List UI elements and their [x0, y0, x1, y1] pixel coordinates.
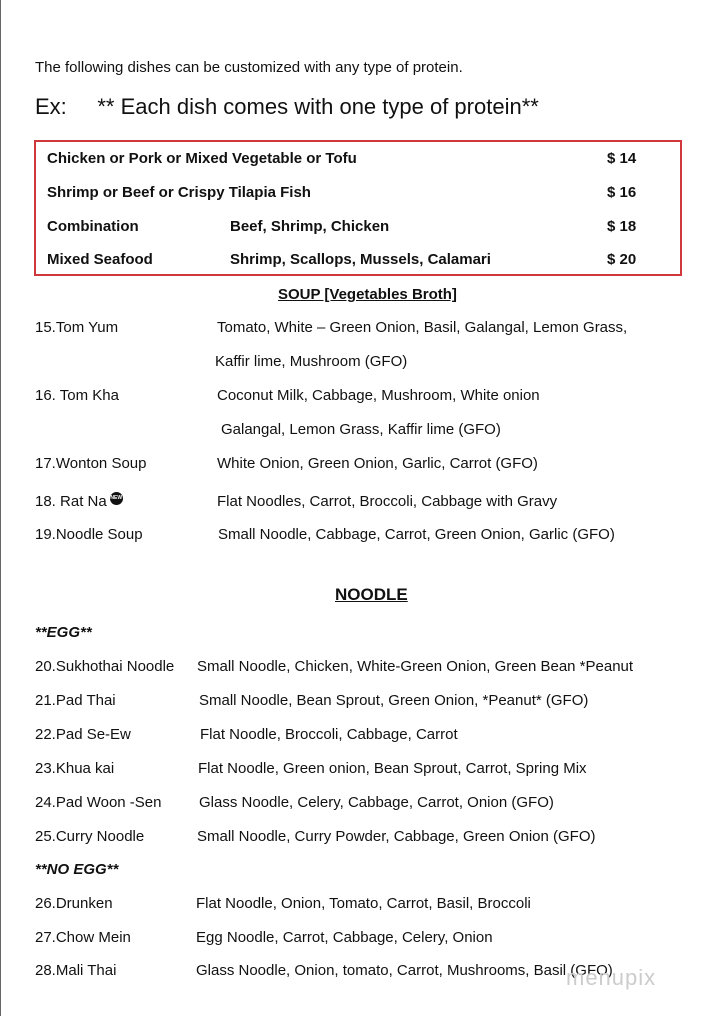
noodle-item-desc: Glass Noodle, Onion, tomato, Carrot, Mushrooms, Basil (GFO)	[196, 962, 613, 979]
pricing-detail: Shrimp, Scallops, Mussels, Calamari	[230, 251, 491, 268]
soup-item-desc: Tomato, White – Green Onion, Basil, Galangal, Lemon Grass,	[217, 319, 628, 336]
pricing-label: Shrimp or Beef or Crispy Tilapia Fish	[47, 184, 311, 201]
soup-item-desc: White Onion, Green Onion, Garlic, Carrot (GFO)	[217, 455, 538, 472]
soup-heading: SOUP [Vegetables Broth]	[278, 286, 457, 303]
noodle-item-desc: Flat Noodle, Broccoli, Cabbage, Carrot	[200, 726, 458, 743]
soup-item-name: 15.Tom Yum	[35, 319, 119, 336]
soup-item-desc: Kaffir lime, Mushroom (GFO)	[215, 353, 408, 370]
page-edge	[0, 0, 1, 1016]
noodle-item-desc: Flat Noodle, Onion, Tomato, Carrot, Basil, Broccoli	[196, 895, 531, 912]
no-egg-label: **NO EGG**	[35, 861, 119, 878]
soup-item-name: 17.Wonton Soup	[35, 455, 147, 472]
noodle-item-desc: Glass Noodle, Celery, Cabbage, Carrot, Onion (GFO)	[199, 794, 554, 811]
soup-item-desc: Galangal, Lemon Grass, Kaffir lime (GFO)	[221, 421, 501, 438]
soup-item-name: 16. Tom Kha	[35, 387, 119, 404]
noodle-item-desc: Small Noodle, Chicken, White-Green Onion, Green Bean *Peanut	[197, 658, 634, 675]
noodle-item-name: 25.Curry Noodle	[35, 828, 145, 845]
pricing-label: Combination	[47, 218, 139, 235]
soup-item-desc: Flat Noodles, Carrot, Broccoli, Cabbage with Gravy	[217, 493, 558, 510]
soup-item-name: 19.Noodle Soup	[35, 526, 143, 543]
soup-item-name	[35, 492, 123, 512]
noodle-item-name: 20.Sukhothai Noodle	[35, 658, 175, 675]
noodle-heading: NOODLE	[335, 585, 408, 604]
noodle-item-name: 24.Pad Woon -Sen	[35, 794, 162, 811]
noodle-item-name: 21.Pad Thai	[35, 692, 116, 709]
noodle-item-desc: Small Noodle, Curry Powder, Cabbage, Green Onion (GFO)	[197, 828, 596, 845]
watermark-logo: menupix	[566, 965, 657, 990]
example-note: Ex: ** Each dish comes with one type of protein**	[35, 94, 539, 119]
noodle-item-desc: Egg Noodle, Carrot, Cabbage, Celery, Onion	[196, 929, 493, 946]
pricing-label: Chicken or Pork or Mixed Vegetable or Tofu	[47, 150, 357, 167]
noodle-item-desc: Small Noodle, Bean Sprout, Green Onion, *Peanut* (GFO)	[199, 692, 589, 709]
soup-item-desc: Small Noodle, Cabbage, Carrot, Green Onion, Garlic (GFO)	[218, 526, 615, 543]
noodle-item-name: 27.Chow Mein	[35, 929, 131, 946]
noodle-item-desc: Flat Noodle, Green onion, Bean Sprout, Carrot, Spring Mix	[198, 760, 587, 777]
soup-item-desc: Coconut Milk, Cabbage, Mushroom, White onion	[217, 387, 540, 404]
noodle-item-name: 28.Mali Thai	[35, 962, 117, 979]
noodle-item-name: 26.Drunken	[35, 895, 113, 912]
pricing-price: $ 16	[607, 184, 637, 201]
intro-text: The following dishes can be customized with any type of protein.	[35, 59, 463, 76]
new-badge-icon: NEW	[110, 492, 123, 505]
soup-item-name-text: 18. Rat Na	[35, 493, 107, 510]
pricing-label: Mixed Seafood	[47, 251, 153, 268]
egg-label: **EGG**	[35, 624, 92, 641]
pricing-price: $ 20	[607, 251, 637, 268]
noodle-item-name: 23.Khua kai	[35, 760, 115, 777]
pricing-price: $ 18	[607, 218, 637, 235]
pricing-price: $ 14	[607, 150, 637, 167]
pricing-detail: Beef, Shrimp, Chicken	[230, 218, 390, 235]
noodle-item-name: 22.Pad Se-Ew	[35, 726, 131, 743]
